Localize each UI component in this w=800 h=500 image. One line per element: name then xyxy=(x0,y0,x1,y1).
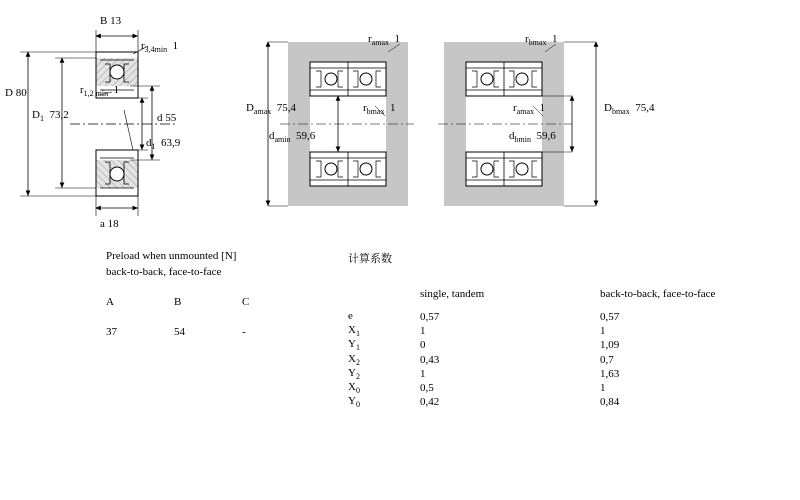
factor-single: 1 xyxy=(420,325,426,338)
preload-header-a: A xyxy=(106,296,114,308)
factor-symbol: $X_0$ xyxy=(348,380,360,396)
table-row xyxy=(348,395,715,409)
preload-values-table xyxy=(106,296,310,338)
factors-col-symbol xyxy=(348,288,420,300)
factors-values-table xyxy=(348,288,715,409)
label-ramax-inner: $r_{amax}$ 1 xyxy=(513,102,545,117)
label-rbmax-inner: $r_{bmax}$ 1 xyxy=(363,102,396,117)
factors-col-pair: back-to-back, face-to-face xyxy=(600,288,716,300)
factor-single: 0,42 xyxy=(420,396,440,409)
table-row-headers xyxy=(106,296,310,308)
factor-pair: 0,84 xyxy=(600,396,620,409)
preload-table xyxy=(106,250,336,338)
factor-symbol: $Y_1$ xyxy=(348,338,360,353)
preload-title: Preload when unmounted [N] xyxy=(106,250,237,262)
label-dbmin: $d_{bmin}$ 59,6 xyxy=(509,130,556,145)
factor-pair: 1 xyxy=(600,382,606,395)
factor-single: 0 xyxy=(420,339,426,352)
factors-title: 计算系数 xyxy=(348,252,392,265)
table-row-headers xyxy=(348,288,715,300)
preload-value-b: 54 xyxy=(174,326,185,338)
table-row xyxy=(106,308,310,326)
label-a: a 18 xyxy=(100,218,119,230)
table-row xyxy=(348,381,715,395)
label-D: D 80 xyxy=(5,87,27,99)
preload-header-c: C xyxy=(242,296,250,308)
factors-col-single: single, tandem xyxy=(420,288,485,300)
factor-single: 1 xyxy=(420,367,426,380)
table-row-values xyxy=(106,326,310,338)
factor-pair: 0,7 xyxy=(600,353,614,366)
table-row xyxy=(348,353,715,367)
factor-pair: 0,57 xyxy=(600,311,620,324)
label-ramax-top: $r_{amax}$ 1 xyxy=(368,33,400,48)
table-row xyxy=(348,300,715,310)
factor-pair: 1,63 xyxy=(600,367,620,380)
factor-symbol: e xyxy=(348,310,353,322)
factor-symbol: $Y_2$ xyxy=(348,366,360,381)
factors-table xyxy=(348,250,768,409)
label-damin: $d_{amin}$ 59,6 xyxy=(269,130,316,145)
label-d: d 55 xyxy=(157,112,177,124)
factor-single: 0,57 xyxy=(420,311,440,324)
preload-value-a: 37 xyxy=(106,326,117,338)
label-Damax: $D_{amax}$ 75,4 xyxy=(246,102,297,117)
table-row xyxy=(348,338,715,352)
preload-header-b: B xyxy=(174,296,182,308)
label-Dbmax: $D_{bmax}$ 75,4 xyxy=(604,102,655,117)
preload-value-c: - xyxy=(242,326,246,338)
label-r12min: $r_{1,2 min}$ 1 xyxy=(80,84,120,99)
table-row xyxy=(348,367,715,381)
table-row xyxy=(348,324,715,338)
factor-symbol: $X_1$ xyxy=(348,324,360,339)
factor-pair: 1 xyxy=(600,325,606,338)
factor-pair: 1,09 xyxy=(600,339,620,352)
label-B: B 13 xyxy=(100,15,122,27)
label-D1: $D_1$ 73,2 xyxy=(32,109,69,124)
factor-symbol: $X_2$ xyxy=(348,352,360,367)
preload-subtitle: back-to-back, face-to-face xyxy=(106,266,222,278)
label-d1: $d_1$ 63,9 xyxy=(146,137,181,152)
factor-single: 0,5 xyxy=(420,382,434,395)
label-r34min: $r_{3,4min}$ 1 xyxy=(141,40,179,55)
factor-single: 0,43 xyxy=(420,353,440,366)
label-rbmax-top: $r_{bmax}$ 1 xyxy=(525,33,558,48)
right-bearing-pair-drawing xyxy=(268,42,596,206)
table-row xyxy=(348,310,715,324)
factor-symbol: $Y_0$ xyxy=(348,395,360,410)
